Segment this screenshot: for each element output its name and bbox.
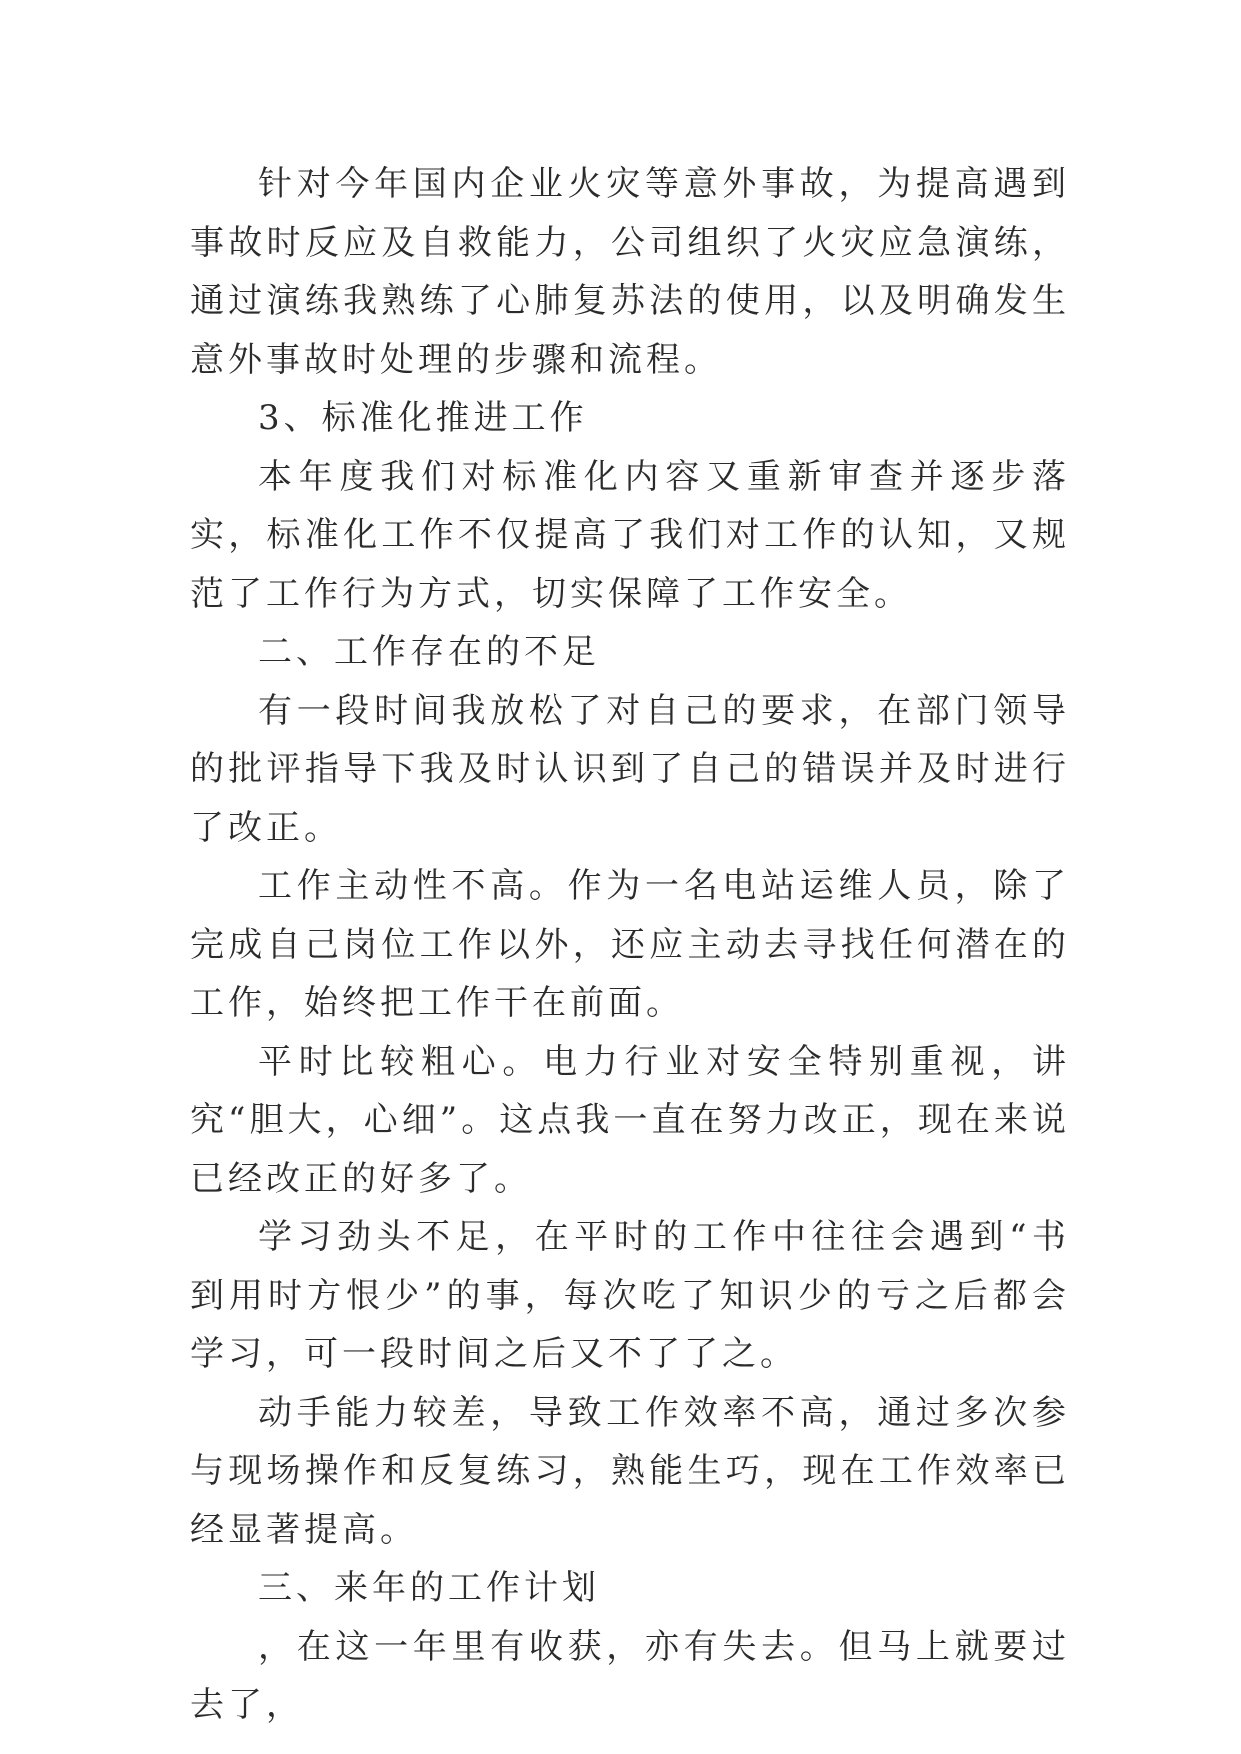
paragraph-hands-on: 动手能力较差，导致工作效率不高，通过多次参与现场操作和反复练习，熟能生巧，现在工作效率已经显著提高。 — [190, 1392, 1070, 1550]
paragraph-standardization: 本年度我们对标准化内容又重新审查并逐步落实，标准化工作不仅提高了我们对工作的认知，又规范了工作行为方式，切实保障了工作安全。 — [190, 456, 1070, 614]
paragraph-carelessness: 平时比较粗心。电力行业对安全特别重视，讲究“胆大，心细”。这点我一直在努力改正，现在来说已经改正的好多了。 — [190, 1041, 1070, 1199]
heading-standardization: 3、标准化推进工作 — [258, 398, 588, 438]
paragraph-self-discipline: 有一段时间我放松了对自己的要求，在部门领导的批评指导下我及时认识到了自己的错误并及时进行了改正。 — [190, 690, 1070, 848]
heading-shortcomings: 二、工作存在的不足 — [258, 632, 600, 672]
paragraph-year-reflection: ，在这一年里有收获，亦有失去。但马上就要过去了， — [190, 1626, 1070, 1725]
document-body — [190, 155, 1070, 1735]
heading-next-year-plan: 三、来年的工作计划 — [258, 1568, 600, 1608]
paragraph-initiative: 工作主动性不高。作为一名电站运维人员，除了完成自己岗位工作以外，还应主动去寻找任何潜在的工作，始终把工作干在前面。 — [190, 866, 1070, 1023]
paragraph-fire-drill: 针对今年国内企业火灾等意外事故，为提高遇到事故时反应及自救能力，公司组织了火灾应急演练，通过演练我熟练了心肺复苏法的使用，以及明确发生意外事故时处理的步骤和流程。 — [190, 164, 1070, 380]
paragraph-learning: 学习劲头不足，在平时的工作中往往会遇到“书到用时方恨少”的事，每次吃了知识少的亏之后都会学习，可一段时间之后又不了了之。 — [190, 1217, 1070, 1374]
